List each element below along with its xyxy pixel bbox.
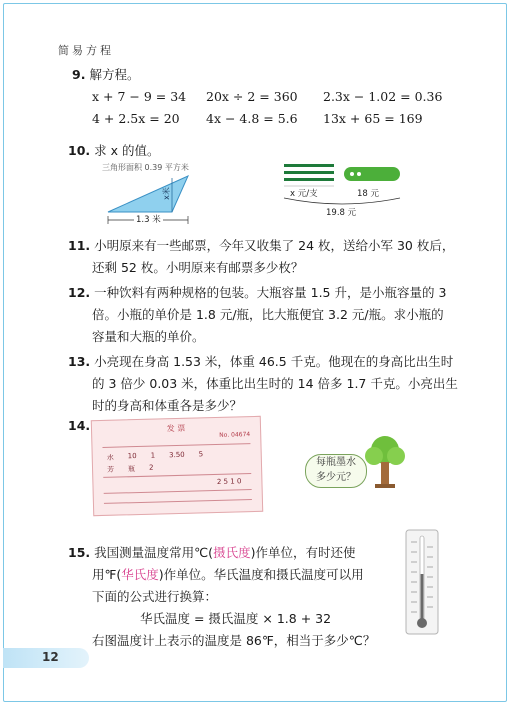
q9-eq-1: x + 7 − 9 = 34 xyxy=(92,89,187,104)
bubble-line-1: 每瓶墨水 xyxy=(316,457,356,468)
q10-heading xyxy=(68,140,160,162)
q9-eq-5: 4x − 4.8 = 5.6 xyxy=(206,111,298,126)
q14-heading xyxy=(68,415,90,437)
q12-number: 12. xyxy=(68,285,91,300)
q11-text-1: 小明原来有一些邮票，今年又收集了 24 枚，送给小军 30 枚后， xyxy=(94,238,455,253)
q15-line3: 下面的公式进行换算： xyxy=(92,589,218,604)
q13-text-1: 小亮现在身高 1.53 米，体重 46.5 千克。他现在的身高比出生时 xyxy=(94,354,454,369)
bar-label-price: 18 元 xyxy=(357,189,380,199)
tree-character-icon xyxy=(362,432,408,496)
q15-line5: 右图温度计上表示的温度是 86℉，相当于多少℃？ xyxy=(92,633,376,648)
receipt-image xyxy=(91,416,263,516)
q15-text-2a: 用℉( xyxy=(92,567,122,582)
q15-line2 xyxy=(92,564,364,586)
q15-fahrenheit-term: 华氏度 xyxy=(121,567,159,582)
q11-line1 xyxy=(68,235,454,257)
receipt-title: 发 票 xyxy=(166,423,186,434)
q15-line1 xyxy=(68,542,355,564)
total-label: 19.8 元 xyxy=(326,208,357,218)
receipt-number: No. 04674 xyxy=(219,431,251,439)
q9-number: 9. xyxy=(72,67,86,82)
thermometer-icon xyxy=(405,528,439,638)
page-number: 12 xyxy=(42,650,59,664)
triangle-side-label: x米 xyxy=(161,187,171,200)
triangle-shape xyxy=(108,176,188,212)
triangle-base-label: 1.3 米 xyxy=(136,215,161,225)
triangle-area-caption: 三角形面积 0.39 平方米 xyxy=(102,163,189,172)
q10-prompt: 求 x 的值。 xyxy=(94,143,160,158)
bubble-line-2: 多少元？ xyxy=(316,472,356,483)
q15-formula: 华氏温度 = 摄氏温度 × 1.8 + 32 xyxy=(140,611,332,626)
q13-line3: 时的身高和体重各是多少？ xyxy=(92,398,243,413)
speech-bubble xyxy=(305,454,367,488)
running-head: 简易方程 xyxy=(58,44,114,57)
q15-celsius-term: 摄氏度 xyxy=(213,545,251,560)
q11-number: 11. xyxy=(68,238,91,253)
q9-prompt: 解方程。 xyxy=(89,67,140,82)
q15-text-1a: 我国测量温度常用℃( xyxy=(94,545,214,560)
q13-line1 xyxy=(68,351,453,373)
bar-label-x: x 元/支 xyxy=(290,189,318,199)
q12-line2: 倍。小瓶的单价是 1.8 元/瓶，比大瓶便宜 3.2 元/瓶。求小瓶的 xyxy=(92,307,444,322)
q12-text-1: 一种饮料有两种规格的包装。大瓶容量 1.5 升，是小瓶容量的 3 xyxy=(94,285,447,300)
q15-text-2b: )作单位。华氏温度和摄氏温度可以用 xyxy=(158,567,364,582)
q15-text-1b: )作单位，有时还使 xyxy=(250,545,356,560)
q9-eq-3: 2.3x − 1.02 = 0.36 xyxy=(323,89,443,104)
bar-line-2 xyxy=(284,171,334,174)
q14-number: 14. xyxy=(68,418,91,433)
bar-line-3 xyxy=(284,178,334,181)
bar-line-1 xyxy=(284,164,334,167)
q9-eq-6: 13x + 65 = 169 xyxy=(323,111,423,126)
q9-eq-2: 20x ÷ 2 = 360 xyxy=(206,89,298,104)
q9-heading xyxy=(72,64,139,86)
q12-line3: 容量和大瓶的单价。 xyxy=(92,329,205,344)
q11-line2: 还剩 52 枚。小明原来有邮票多少枚？ xyxy=(92,260,304,275)
q10-number: 10. xyxy=(68,143,91,158)
receipt-row-1: 水 10 1 3.50 5 xyxy=(106,450,204,462)
receipt-total: 2 5 1 0 xyxy=(216,477,242,486)
q13-number: 13. xyxy=(68,354,91,369)
receipt-row-2: 芳 瓶 2 xyxy=(106,463,154,474)
q12-line1 xyxy=(68,282,446,304)
q9-eq-4: 4 + 2.5x = 20 xyxy=(92,111,180,126)
q15-number: 15. xyxy=(68,545,91,560)
q13-line2: 的 3 倍少 0.03 米，体重比出生时的 14 倍多 1.7 千克。小亮出生 xyxy=(92,376,458,391)
